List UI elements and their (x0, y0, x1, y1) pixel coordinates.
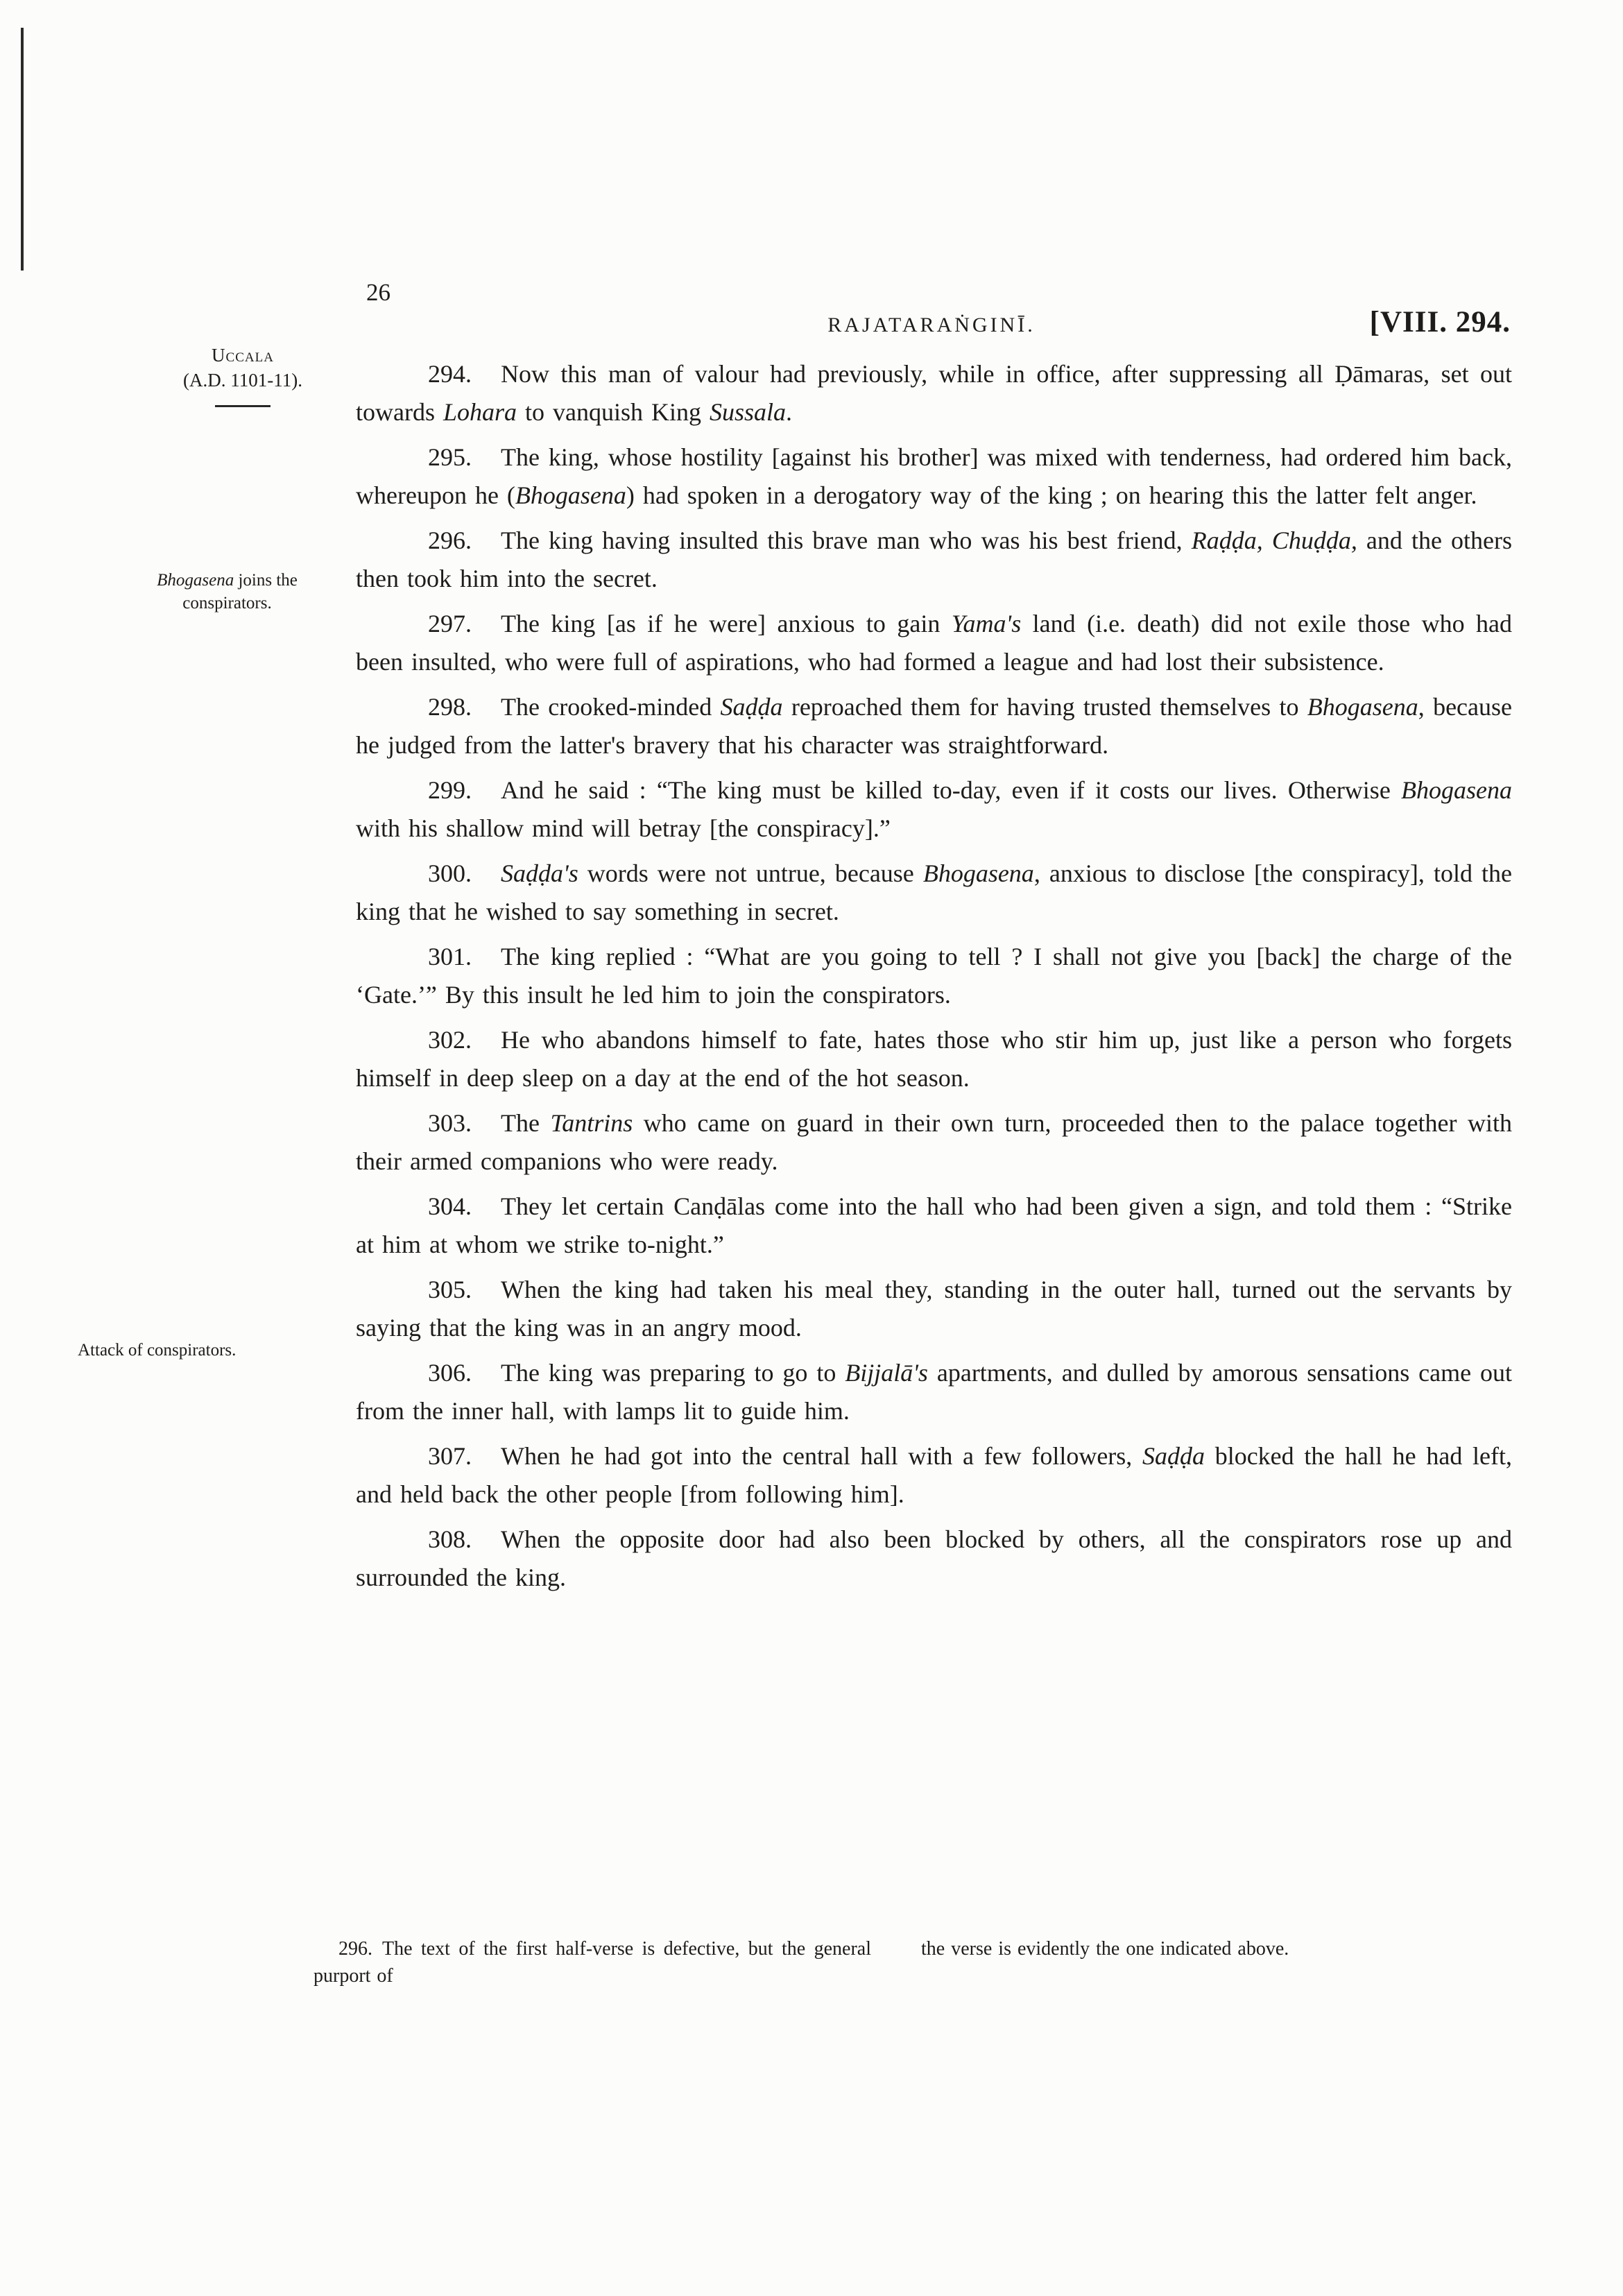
margin-note-rule (215, 405, 270, 407)
verse-text: And he said : “The king must be killed to-day, even if it costs our lives. Otherwise Bhogasena with his shallow mind will betray [the conspiracy].” (356, 776, 1512, 842)
verse-308 (356, 1520, 1512, 1597)
verse-text: The king [as if he were] anxious to gain Yama's land (i.e. death) did not exile those who had been insulted, who were full of aspirations, who had formed a league and had lost their subsistence. (356, 610, 1513, 676)
verse-301 (356, 938, 1512, 1014)
verse-number: 296. (428, 526, 472, 554)
verse-296 (356, 522, 1512, 598)
verse-306 (356, 1354, 1512, 1430)
verse-number: 303. (428, 1109, 472, 1137)
verse-295 (356, 438, 1512, 515)
scan-edge-artifact (21, 28, 24, 271)
verse-number: 308. (428, 1525, 472, 1553)
verse-number: 295. (428, 443, 472, 471)
verse-text: The king was preparing to go to Bijjalā's apartments, and dulled by amorous sensations came out from the inner hall, with lamps lit to guide him. (356, 1359, 1512, 1425)
footnote-column-2: the verse is evidently the one indicated above. (921, 1938, 1289, 1960)
verse-303 (356, 1104, 1512, 1181)
verse-300 (356, 855, 1512, 931)
verse-number: 298. (428, 693, 472, 721)
verse-number: 300. (428, 859, 472, 887)
regnal-dates: (A.D. 1101-11). (183, 370, 302, 391)
margin-note-bhogasena: Bhogasena joins the conspirators. (157, 571, 298, 612)
verse-number: 306. (428, 1359, 472, 1387)
verse-305 (356, 1271, 1512, 1347)
verse-text: When the king had taken his meal they, standing in the outer hall, turned out the servants by saying that the king was in an angry mood. (356, 1276, 1512, 1342)
verse-text: The king having insulted this brave man who was his best friend, Raḍḍa, Chuḍḍa, and the others then took him into the secret. (356, 526, 1512, 592)
verse-304 (356, 1188, 1512, 1264)
verse-297 (356, 605, 1512, 681)
verse-text: The king replied : “What are you going to tell ? I shall not give you [back] the charge of the ‘Gate.’” By this insult he led him to join the conspirators. (356, 943, 1512, 1009)
margin-note-attack: Attack of conspirators. (78, 1341, 237, 1360)
verse-number: 297. (428, 610, 472, 637)
verse-307 (356, 1437, 1512, 1514)
verse-text: He who abandons himself to fate, hates those who stir him up, just like a person who forgets himself in deep sleep on a day at the end of the hot season. (356, 1026, 1512, 1092)
margin-note-regnal (142, 343, 343, 407)
verse-text: Saḍḍa's words were not untrue, because Bhogasena, anxious to disclose [the conspiracy], told the king that he wished to say something in secret. (356, 859, 1512, 925)
verse-302 (356, 1021, 1512, 1097)
verse-299 (356, 771, 1512, 848)
page-number: 26 (366, 279, 390, 306)
verse-text: The crooked-minded Saḍḍa reproached them for having trusted themselves to Bhogasena, because he judged from the latter's bravery that his character was straightforward. (356, 693, 1512, 759)
verse-294 (356, 355, 1512, 431)
verse-number: 299. (428, 776, 472, 804)
verse-number: 305. (428, 1276, 472, 1303)
folio-reference: [VIII. 294. (1369, 306, 1511, 339)
footnote (314, 1935, 1479, 1989)
verse-text: The Tantrins who came on guard in their own turn, proceeded then to the palace together with their armed companions who were ready. (356, 1109, 1512, 1175)
verse-number: 304. (428, 1192, 472, 1220)
verse-number: 307. (428, 1442, 472, 1470)
verse-text: When the opposite door had also been blocked by others, all the conspirators rose up and surrounded the king. (356, 1525, 1512, 1591)
verse-298 (356, 688, 1512, 764)
regnal-name: Uccala (212, 345, 274, 366)
verse-text: They let certain Canḍālas come into the hall who had been given a sign, and told them : “Strike at him at whom we strike to-night.” (356, 1192, 1512, 1258)
verse-number: 301. (428, 943, 472, 970)
verse-text: When he had got into the central hall with a few followers, Saḍḍa blocked the hall he had left, and held back the other people [from following him]. (356, 1442, 1512, 1508)
verse-text: The king, whose hostility [against his brother] was mixed with tenderness, had ordered him back, whereupon he (Bhogasena) had spoken in a derogatory way of the king ; on hearing this the latter felt anger. (356, 443, 1512, 509)
footnote-column-1: 296. The text of the first half-verse is defective, but the general purport of (314, 1938, 871, 1987)
verse-number: 294. (428, 360, 472, 388)
verse-text: Now this man of valour had previously, while in office, after suppressing all Ḍāmaras, set out towards Lohara to vanquish King Sussala. (356, 360, 1512, 426)
body-text-column (356, 355, 1512, 1604)
verse-number: 302. (428, 1026, 472, 1054)
running-title: RAJATARAṄGINĪ. (827, 314, 1036, 336)
